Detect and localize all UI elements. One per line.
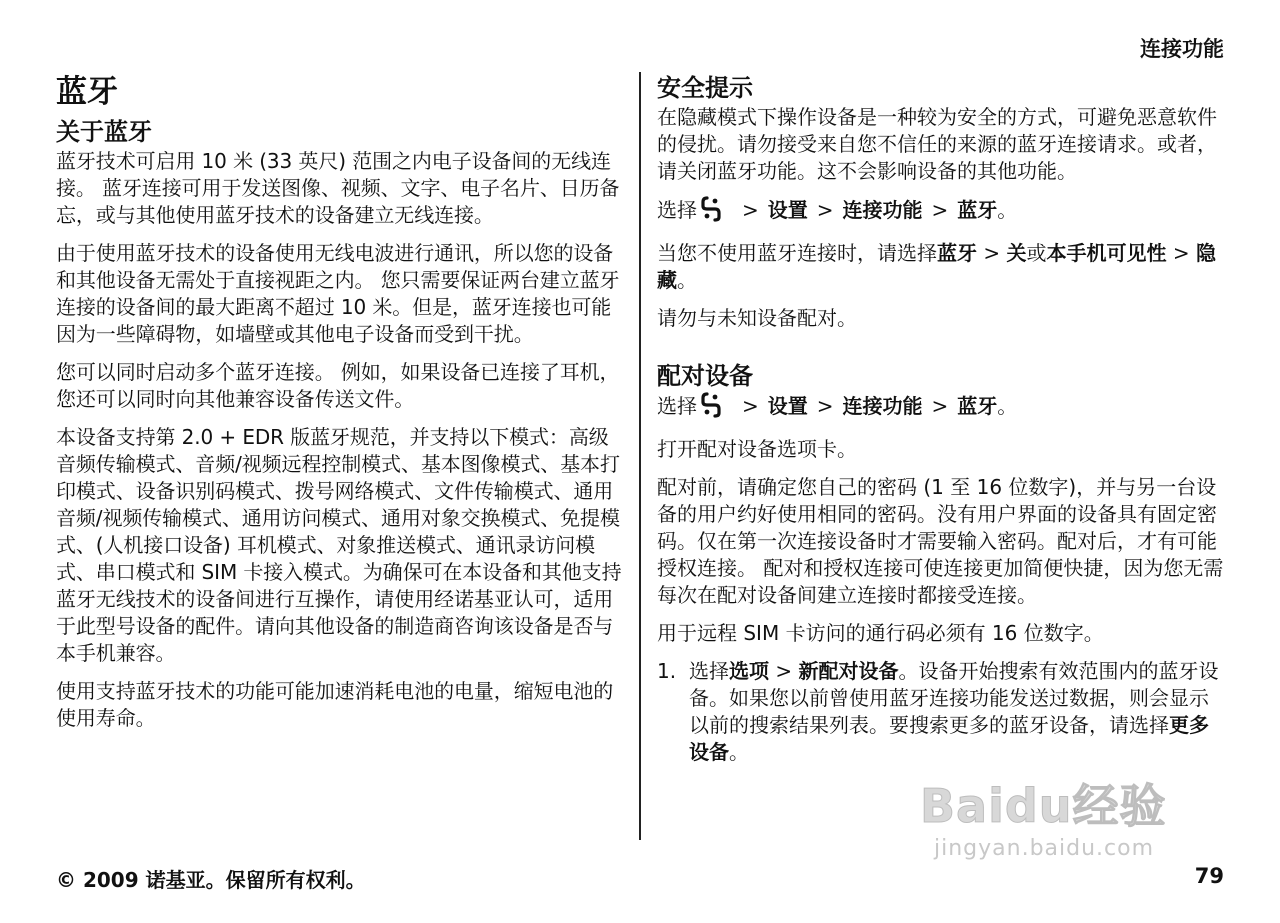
step-item: 1. 选择选项 > 新配对设备。设备开始搜索有效范围内的蓝牙设备。如果您以前曾使用蓝牙连接功能发送过数据，则会显示以前的搜索结果列表。要搜索更多的蓝牙设备，请选择更多设备。 <box>657 659 1219 764</box>
hidden-mode-instruction: 当您不使用蓝牙连接时，请选择蓝牙 > 关或本手机可见性 > 隐藏。 <box>657 241 1216 292</box>
watermark-logo: Baidu经验 <box>920 779 1167 833</box>
page-number: 79 <box>1194 864 1224 888</box>
nav-settings: 设置 <box>767 198 808 222</box>
pairing-heading: 配对设备 <box>657 362 753 390</box>
baidu-watermark <box>920 770 1220 870</box>
paragraph-range: 蓝牙技术可启用 10 米 (33 英尺) 范围之内电子设备间的无线连接。 蓝牙连接可用于发送图像、视频、文字、电子名片、日历备忘，或与其他使用蓝牙技术的设备建立无线连接。 <box>56 149 620 227</box>
paragraph-battery: 使用支持蓝牙技术的功能可能加速消耗电池的电量，缩短电池的使用寿命。 <box>56 679 614 730</box>
nav-bluetooth: 蓝牙 <box>957 198 998 222</box>
right-column <box>657 72 1225 766</box>
security-nav-path: 选择 > 设置 > 连接功能 > 蓝牙。 <box>657 196 1225 229</box>
paragraph-radio: 由于使用蓝牙技术的设备使用无线电波进行通讯，所以您的设备和其他设备无需处于直接视距之内。 您只需要保证两台建立蓝牙连接的设备间的最大距离不超过 10 米。但是，蓝牙连接也可能因为一些障碍物，如墙壁或其他电子设备而受到干扰。 <box>56 241 620 346</box>
left-column <box>56 72 624 743</box>
open-paired-tab: 打开配对设备选项卡。 <box>657 437 857 461</box>
column-divider <box>639 72 641 840</box>
about-bluetooth-heading: 关于蓝牙 <box>56 118 152 146</box>
menu-key-icon <box>701 196 721 229</box>
nav-connectivity: 连接功能 <box>842 198 923 222</box>
watermark-url: jingyan.baidu.com <box>934 836 1155 861</box>
passcode-paragraph: 配对前，请确定您自己的密码 (1 至 16 位数字)，并与另一台设备的用户约好使用相同的密码。没有用户界面的设备具有固定密码。仅在第一次连接设备时才需要输入密码。配对后，才有可能授权连接。 配对和授权连接可使连接更加简便快捷，因为您无需每次在配对设备间建立连接时都接受连接。 <box>657 475 1224 607</box>
page-title: 蓝牙 <box>56 74 118 110</box>
sim-passcode-paragraph: 用于远程 SIM 卡访问的通行码必须有 16 位数字。 <box>657 621 1104 645</box>
paragraph-profiles: 本设备支持第 2.0 + EDR 版蓝牙规范，并支持以下模式：高级音频传输模式、音频/视频远程控制模式、基本图像模式、基本打印模式、设备识别码模式、拨号网络模式、文件传输模式、通用音频/视频传输模式、通用访问模式、通用对象交换模式、免提模式、(人机接口设备) 耳机模式、对象推送模式、通讯录访问模式、串口模式和 SIM 卡接入模式。为确保可在本设备和其他支持蓝牙无线技术的设备间进行互操作，请使用经诺基亚认可，适用于此型号设备的配件。请向其他设备的制造商咨询该设备是否与本手机兼容。 <box>56 425 622 665</box>
unknown-device-warning: 请勿与未知设备配对。 <box>657 306 857 330</box>
pairing-steps <box>657 658 1225 766</box>
pairing-nav-path: 选择 > 设置 > 连接功能 > 蓝牙。 <box>657 392 1225 425</box>
security-intro: 在隐藏模式下操作设备是一种较为安全的方式，可避免恶意软件的侵扰。请勿接受来自您不信任的来源的蓝牙连接请求。或者，请关闭蓝牙功能。这不会影响设备的其他功能。 <box>657 105 1217 183</box>
security-heading: 安全提示 <box>657 74 753 102</box>
section-header: 连接功能 <box>1140 37 1224 61</box>
menu-key-icon <box>701 392 721 425</box>
copyright: © 2009 诺基亚。保留所有权利。 <box>56 868 366 892</box>
paragraph-multiple: 您可以同时启动多个蓝牙连接。 例如，如果设备已连接了耳机，您还可以同时向其他兼容设备传送文件。 <box>56 360 620 411</box>
